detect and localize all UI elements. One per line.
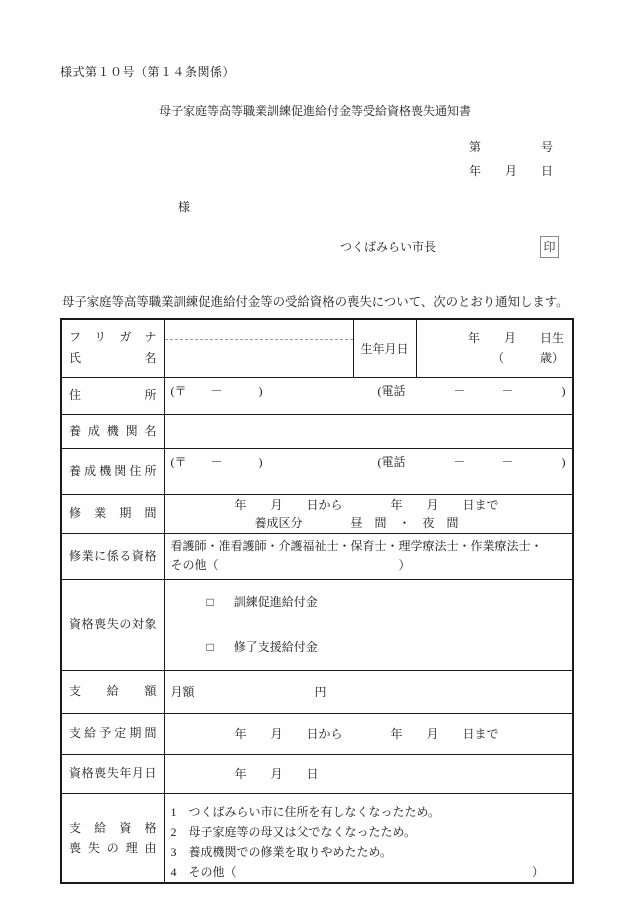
addressee-honorific: 様 [178, 200, 191, 214]
row-training-period [61, 494, 573, 533]
seal-icon: 印 [543, 240, 556, 254]
label-furigana: フ リ ガ ナ [69, 330, 157, 345]
monthly-amount: 月額 円 [170, 685, 327, 699]
label-institution-name: 養 成 機 関 名 [61, 414, 164, 448]
qualification-list: 看護師・准看護師・介護福祉士・保育士・理学療法士・作業療法士・ [170, 539, 543, 553]
qualification-other: その他（ ） [170, 558, 411, 572]
field-payment-amount [164, 670, 573, 713]
reason-item-3: 3 養成機関での修業を取りやめたため。 [170, 844, 393, 859]
field-institution-address [164, 448, 573, 494]
furigana-divider-line [165, 339, 353, 340]
issue-date-line: 年 月 日 [468, 164, 553, 178]
field-qualification [164, 533, 573, 579]
label-loss-target: 資格喪失の対象 [61, 579, 164, 670]
row-loss-reason [61, 793, 573, 883]
field-name-value [164, 319, 353, 377]
address-postal: (〒 － ) [170, 383, 263, 398]
row-payment-amount [61, 670, 573, 713]
label-loss-reason: 支 給 資 格 喪 失 の 理 由 [61, 793, 164, 883]
issuer-name: つくばみらい市長 [340, 240, 437, 254]
doc-number-line: 第 号 [468, 140, 553, 154]
checkbox-completion-benefit-icon: □ [206, 639, 214, 654]
address-phone: (電話 － － ) [377, 383, 566, 398]
seal-box [540, 236, 559, 258]
training-category: 養成区分 昼 間 ・ 夜 間 [254, 515, 459, 530]
field-birthdate [416, 319, 573, 377]
loss-date-value: 年 月 日 [234, 767, 319, 781]
reason-item-1: 1 つくばみらい市に住所を有しなくなったため。 [170, 804, 441, 819]
field-loss-target [164, 579, 573, 670]
field-loss-date [164, 754, 573, 793]
field-payment-schedule [164, 713, 573, 754]
age-line: （ 歳） [491, 351, 564, 366]
label-birthdate: 生年月日 [353, 319, 416, 377]
label-name: 氏 名 [69, 351, 157, 366]
row-loss-date [61, 754, 573, 793]
notification-table [60, 318, 574, 884]
row-payment-schedule [61, 713, 573, 754]
option-training-benefit: 訓練促進給付金 [233, 594, 318, 609]
row-qualification [61, 533, 573, 579]
birthdate-line: 年 月 日生 [467, 331, 564, 346]
label-loss-date: 資格喪失年月日 [61, 754, 164, 793]
page-title: 母子家庭等高等職業訓練促進給付金等受給資格喪失通知書 [158, 104, 471, 118]
field-address [164, 377, 573, 414]
row-loss-target [61, 579, 573, 670]
reason-item-2: 2 母子家庭等の母又は父でなくなったため。 [170, 824, 417, 839]
label-payment-amount: 支 給 額 [61, 670, 164, 713]
form-number: 様式第１０号（第１４条関係） [60, 65, 236, 79]
schedule-dates: 年 月 日から 年 月 日まで [234, 727, 499, 741]
row-institution-name [61, 414, 573, 448]
label-institution-address: 養成機関住所 [61, 448, 164, 494]
reason-item-4-text: 4 その他（ [170, 864, 237, 879]
label-qualification: 修業に係る資格 [61, 533, 164, 579]
field-loss-reasons [164, 793, 573, 883]
row-furigana-name [61, 319, 573, 377]
label-furigana-name [61, 319, 164, 377]
label-training-period: 修 業 期 間 [61, 494, 164, 533]
institution-postal: (〒 － ) [170, 454, 263, 469]
doc-number-block [469, 135, 553, 183]
reason-item-4 [171, 862, 567, 882]
intro-sentence: 母子家庭等高等職業訓練促進給付金等の受給資格の喪失について、次のとおり通知します。 [62, 295, 569, 309]
field-training-period [164, 494, 573, 533]
checkbox-training-benefit-icon: □ [206, 594, 214, 609]
institution-phone: (電話 － － ) [377, 454, 566, 469]
option-completion-benefit: 修了支援給付金 [233, 639, 318, 654]
label-address: 住 所 [61, 377, 164, 414]
label-payment-schedule: 支給予定期間 [61, 713, 164, 754]
training-period-dates: 年 月 日から 年 月 日まで [234, 497, 499, 512]
reason-item-4-close-paren: ） [531, 864, 544, 879]
row-institution-address [61, 448, 573, 494]
field-institution-name [164, 414, 573, 448]
row-address [61, 377, 573, 414]
